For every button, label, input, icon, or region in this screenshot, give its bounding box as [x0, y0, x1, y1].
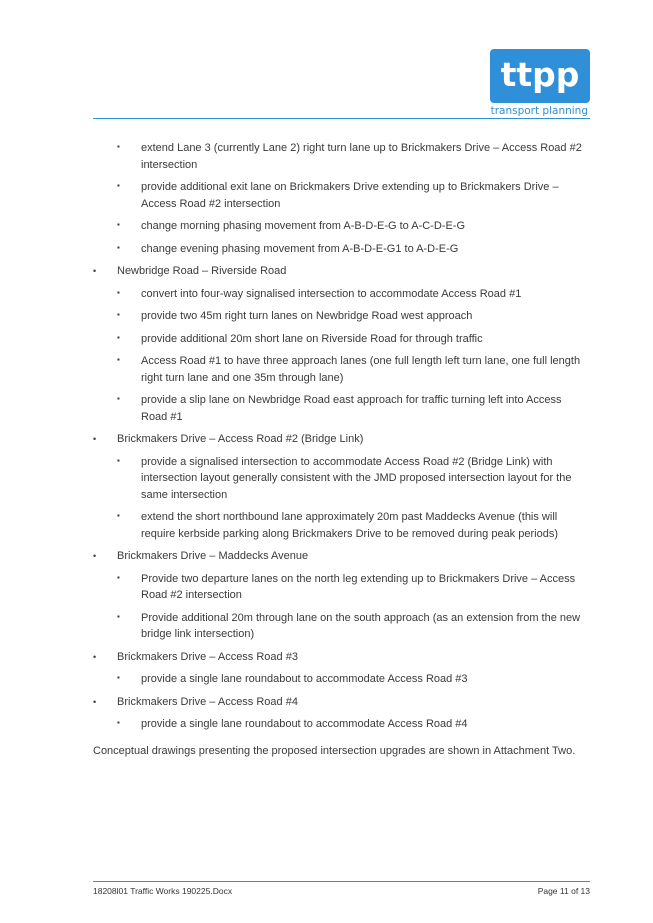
- square-bullet-icon: ▪: [117, 394, 120, 403]
- square-bullet-icon: ▪: [117, 511, 120, 520]
- square-bullet-icon: ▪: [117, 181, 120, 190]
- bullet-icon: •: [93, 434, 97, 444]
- list-item-text: provide a signalised intersection to accommodate Access Road #2 (Bridge Link) with intersection layout generally consistent with the JMD proposed intersection layout for the same intersection: [141, 455, 572, 501]
- bullet-list: [93, 140, 590, 733]
- header-divider: [93, 118, 590, 119]
- footer-document-ref: 18208l01 Traffic Works 190225.Docx: [93, 886, 233, 896]
- list-item-text: Provide additional 20m through lane on the south approach (as an extension from the new bridge link intersection): [141, 611, 581, 640]
- square-bullet-icon: ▪: [117, 287, 120, 297]
- list-item-text: convert into four-way signalised intersection to accommodate Access Road #1: [141, 287, 522, 300]
- list-item-text: provide two 45m right turn lanes on Newbridge Road west approach: [141, 310, 473, 322]
- closing-paragraph: Conceptual drawings presenting the proposed intersection upgrades are shown in Attachment Two.: [93, 744, 576, 757]
- list-item: [93, 308, 590, 325]
- square-bullet-icon: ▪: [117, 572, 120, 582]
- list-item-text: Brickmakers Drive – Access Road #3: [117, 650, 298, 663]
- list-item-text: Access Road #1 to have three approach lanes (one full length left turn lane, one full length right turn lane and one 35m through lane): [141, 355, 581, 384]
- list-item: [93, 571, 590, 604]
- list-item-text: Brickmakers Drive – Access Road #2 (Bridge Link): [117, 433, 364, 445]
- list-item: [93, 454, 590, 504]
- bullet-icon: •: [93, 266, 97, 276]
- list-item-text: provide a single lane roundabout to accommodate Access Road #4: [141, 718, 468, 730]
- list-item-text: provide additional exit lane on Brickmakers Drive extending up to Brickmakers Drive – Access Road #2 intersection: [141, 181, 559, 210]
- list-item-heading: [93, 649, 590, 666]
- company-logo: [490, 49, 590, 103]
- bullet-icon: •: [93, 651, 97, 662]
- square-bullet-icon: ▪: [117, 220, 120, 229]
- list-item: [93, 140, 590, 173]
- document-body: [93, 140, 590, 759]
- footer-page-number: Page 11 of 13: [537, 886, 590, 896]
- square-bullet-icon: ▪: [117, 310, 120, 319]
- square-bullet-icon: ▪: [117, 242, 120, 252]
- square-bullet-icon: ▪: [117, 455, 120, 465]
- list-item: [93, 671, 590, 688]
- list-item-text: extend the short northbound lane approximately 20m past Maddecks Avenue (this will require kerbside parking along Brickmakers Drive to be removed during peak periods): [141, 511, 558, 540]
- square-bullet-icon: ▪: [117, 355, 120, 364]
- list-item-text: provide a single lane roundabout to accommodate Access Road #3: [141, 673, 468, 685]
- list-item: [93, 331, 590, 348]
- list-item-text: Newbridge Road – Riverside Road: [117, 265, 287, 277]
- list-item-text: Brickmakers Drive – Access Road #4: [117, 695, 298, 708]
- logo-tagline: transport planning: [490, 105, 588, 117]
- list-item-heading: [93, 431, 590, 448]
- list-item: [93, 179, 590, 212]
- list-item: [93, 286, 590, 303]
- list-item: [93, 241, 590, 258]
- square-bullet-icon: ▪: [117, 611, 120, 621]
- square-bullet-icon: ▪: [117, 142, 120, 151]
- footer-divider: [93, 881, 590, 882]
- list-item-heading: [93, 548, 590, 565]
- list-item-text: change morning phasing movement from A-B-D-E-G to A-C-D-E-G: [141, 220, 466, 232]
- list-item-text: provide a slip lane on Newbridge Road east approach for traffic turning left into Access Road #1: [141, 394, 562, 423]
- list-item: [93, 716, 590, 733]
- square-bullet-icon: ▪: [117, 332, 120, 342]
- list-item-text: Provide two departure lanes on the north leg extending up to Brickmakers Drive – Access Road #2 intersection: [141, 572, 576, 601]
- list-item: [93, 218, 590, 235]
- square-bullet-icon: ▪: [117, 718, 120, 727]
- list-item: [93, 392, 590, 425]
- list-item: [93, 610, 590, 643]
- square-bullet-icon: ▪: [117, 673, 120, 682]
- list-item-text: provide additional 20m short lane on Riverside Road for through traffic: [141, 332, 483, 345]
- list-item-text: Brickmakers Drive – Maddecks Avenue: [117, 550, 309, 562]
- list-item: [93, 353, 590, 386]
- list-item-heading: [93, 263, 590, 280]
- list-item-text: change evening phasing movement from A-B-D-E-G1 to A-D-E-G: [141, 242, 459, 255]
- bullet-icon: •: [93, 696, 97, 707]
- list-item-text: extend Lane 3 (currently Lane 2) right turn lane up to Brickmakers Drive – Access Road #2 intersection: [141, 142, 582, 171]
- list-item-heading: [93, 694, 590, 711]
- bullet-icon: •: [93, 551, 97, 561]
- list-item: [93, 509, 590, 542]
- logo-text: ttpp: [500, 54, 580, 94]
